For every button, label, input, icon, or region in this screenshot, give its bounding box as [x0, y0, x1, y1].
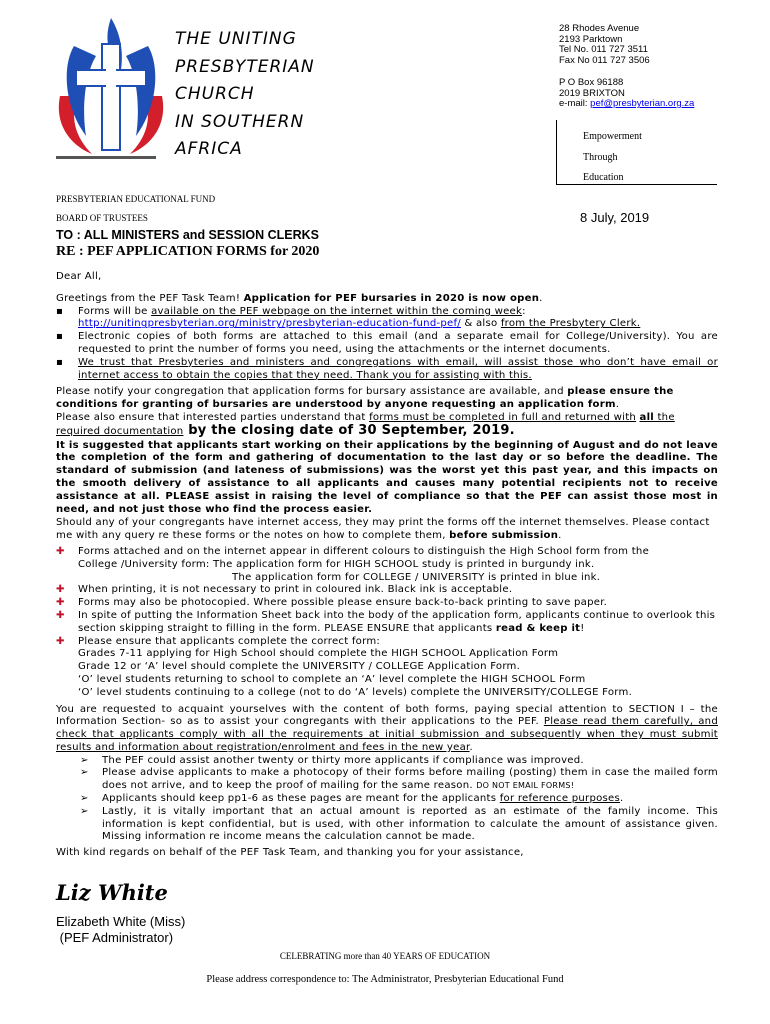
- para-ensure: Please also ensure that interested parties understand that forms must be completed in full and returned with all the required documentation by the closing date of 30 September, 2019.: [56, 411, 675, 438]
- list-item: ▪ We trust that Presbyteries and ministers and congregations with email, will assist those who don’t have email or internet access to obtain the copies that they need. Thank you for assisting with this.: [56, 356, 718, 381]
- letter-date: 8 July, 2019: [580, 210, 650, 225]
- signer-name: Elizabeth White (Miss): [56, 914, 186, 929]
- para-notify: Please notify your congregation that application forms for bursary assistance are available, and please ensure the conditions for granting of bursaries are understood by anyone requesting an application form.: [56, 386, 674, 411]
- motto-line: Through: [583, 151, 618, 163]
- list-item: ➢ Lastly, it is vitally important that an actual amount is reported as an estimate of the family income. This information is kept confidential, but is used, with other information to calculate the amount of assistance given. Missing information re income means the calculation cannot be made.: [80, 805, 718, 843]
- address-line: Tel No. 011 727 3511: [559, 44, 648, 55]
- street-address: [559, 24, 694, 110]
- re-line: RE : PEF APPLICATION FORMS for 2020: [56, 244, 320, 259]
- salutation: Dear All,: [56, 271, 102, 282]
- email-label: e-mail:: [559, 98, 591, 109]
- list-item: ➢ Please advise applicants to make a photocopy of their forms before mailing (posting) them in case the mailed form does not arrive, and to keep the proof of mailing for the same reason. DO NOT EMAIL FORMS!: [80, 767, 718, 792]
- church-name-line: CHURCH: [175, 84, 255, 104]
- para-internet: Should any of your congregants have internet access, they may print the forms off the internet themselves. Please contact me with any query re these forms or the notes on how to complete them, before submission.: [56, 517, 710, 542]
- po-line: P O Box 96188: [559, 77, 624, 88]
- para-suggested: It is suggested that applicants start working on their applications by the beginning of August and do not leave the completion of the form and gathering of documentation to the last day or so before the deadline. The standard of submission (and lateness of submissions) was the worst yet this past year, and this impacts on the smooth delivery of assistance to all applicants and causes many potential recipients not to receive assistance at all. PLEASE assist in raising the level of compliance so that the PEF can assist those most in need, and not just those who find the process easier.: [56, 439, 718, 515]
- motto-line: Education: [583, 172, 624, 183]
- fund-name: PRESBYTERIAN EDUCATIONAL FUND: [56, 194, 216, 204]
- to-line: TO : ALL MINISTERS and SESSION CLERKS: [56, 228, 319, 242]
- signer-title: (PEF Administrator): [56, 930, 174, 945]
- letter-body: [56, 271, 718, 860]
- list-item: ➢ The PEF could assist another twenty or thirty more applicants if compliance was improved.: [80, 754, 584, 766]
- footer-celebrating: CELEBRATING more than 40 YEARS OF EDUCATION: [279, 951, 491, 961]
- church-name: [175, 26, 315, 164]
- motto-line: Empowerment: [583, 131, 642, 142]
- church-name-line: PRESBYTERIAN: [175, 56, 315, 77]
- list-item: ✚ Forms may also be photocopied. Where possible please ensure back-to-back printing to save paper.: [56, 597, 608, 609]
- list-item: ✚ In spite of putting the Information Sheet back into the body of the application form, applicants continue to overlook this section skipping straight to filling in the form. PLEASE ENSURE that applicants read & keep it!: [56, 609, 716, 634]
- church-name-line: THE UNITING: [175, 29, 297, 49]
- email-link[interactable]: pef@presbyterian.org.za: [590, 98, 695, 109]
- list-item: ✚ Forms attached and on the internet appear in different colours to distinguish the High School form from the College /University form: The application form for HIGH SCHOOL study is printed in burgundy ink. The application form for COLLEGE / UNIVERSITY is printed in blue ink.: [56, 545, 650, 583]
- para-acquaint: You are requested to acquaint yourselves with the content of both forms, paying special attention to SECTION I – the Information Section- so as to assist your congregants with their applications to the PEF. Please read them carefully, and check that applicants comply with all the requirements at initial submission and subsequently when they must submit results and information about registration/enrolment and fees in the new year.: [56, 703, 718, 753]
- address-line: Fax No 011 727 3506: [559, 54, 650, 66]
- church-logo: [52, 16, 170, 164]
- address-line: 2193 Parktown: [559, 33, 623, 45]
- signature: Liz White: [56, 880, 168, 905]
- address-line: 28 Rhodes Avenue: [559, 23, 640, 34]
- list-item: ✚ Please ensure that applicants complete the correct form: Grades 7-11 applying for High School should complete the HIGH SCHOOL Application Form Grade 12 or ‘A’ level should complete the UNIVERSITY / COLLEGE Application Form. ‘O’ level students returning to school to complete an ‘A’ level complete the HIGH SCHOOL Form ‘O’ level students continuing to a college (not to do ‘A’ levels) complete the UNIVERSITY/COLLEGE Form.: [56, 635, 633, 698]
- list-item: ➢ Applicants should keep pp1-6 as these pages are meant for the applicants for reference purposes.: [80, 793, 624, 805]
- list-item: ▪ Electronic copies of both forms are attached to this email (and a separate email for College/University). You are requested to print the number of forms you need, using the attachments or the internet documents.: [56, 331, 718, 355]
- church-name-line: AFRICA: [175, 139, 243, 159]
- footer-address: Please address correspondence to: The Administrator, Presbyterian Educational Fund: [206, 974, 564, 985]
- pef-webpage-link[interactable]: http://unitingpresbyterian.org/ministry/presbyterian-education-fund-pef/: [78, 318, 461, 330]
- po-line: 2019 BRIXTON: [559, 87, 625, 99]
- list-item: ▪ Forms will be available on the PEF webpage on the internet within the coming week: http://unitingpresbyterian.org/ministry/presbyterian-education-fund-pef/ & also from the Presbytery Clerk.: [56, 305, 641, 330]
- closing: With kind regards on behalf of the PEF Task Team, and thanking you for your assistance,: [56, 847, 524, 859]
- list-item: ✚ When printing, it is not necessary to print in coloured ink. Black ink is acceptable.: [56, 584, 513, 596]
- motto: [583, 127, 642, 189]
- board-name: BOARD OF TRUSTEES: [56, 213, 148, 223]
- greeting: Greetings from the PEF Task Team! Application for PEF bursaries in 2020 is now open.: [56, 292, 543, 304]
- church-name-line: IN SOUTHERN: [175, 111, 305, 132]
